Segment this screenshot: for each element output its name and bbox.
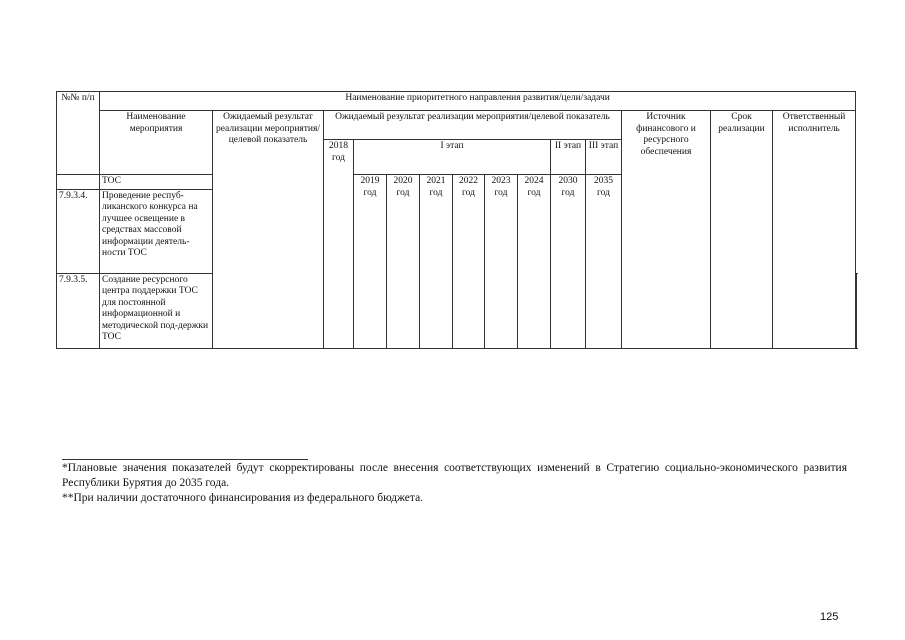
funding-source-header: Источник финансового и ресурсного обеспечения xyxy=(622,111,711,349)
plan-table xyxy=(56,91,857,349)
page-number: 125 xyxy=(820,611,839,623)
num-column-header: №№ п/п xyxy=(57,92,100,175)
stage-2-header: II этап xyxy=(551,140,586,175)
year-2035-header: 2035 год xyxy=(586,175,622,349)
direction-title-header: Наименование приоритетного направления развития/цели/задачи xyxy=(100,92,856,111)
year-2022-header: 2022 год xyxy=(453,175,485,349)
year-2023-header: 2023 год xyxy=(485,175,518,349)
year-2018-header: 2018 год xyxy=(324,140,354,349)
year-2030-header: 2030 год xyxy=(551,175,586,349)
stage-3-header: III этап xyxy=(586,140,622,175)
year-2024-header: 2024 год xyxy=(518,175,551,349)
row-num-cell: 7.9.3.4. xyxy=(57,189,100,273)
footnote-2: **При наличии достаточного финансирования из федерального бюджета. xyxy=(62,492,424,504)
footnote-separator xyxy=(62,459,308,460)
event-name-cell: Проведение респуб-ликанского конкурса на лучшее освещение в средствах массовой информации деятель-ности ТОС xyxy=(100,189,213,273)
deadline-header: Срок реализации xyxy=(711,111,773,349)
year-2020-header: 2020 год xyxy=(387,175,420,349)
row-num-cell xyxy=(57,175,100,190)
responsible-header: Ответственный исполнитель xyxy=(773,111,856,349)
event-name-header: Наименование мероприятия xyxy=(100,111,213,175)
stage-1-header: I этап xyxy=(354,140,551,175)
event-name-cell: ТОС xyxy=(100,175,213,190)
expected-result-group-header: Ожидаемый результат реализации мероприятия/целевой показатель xyxy=(324,111,622,140)
footnote-1: *Плановые значения показателей будут скорректированы после внесения соответствующих изменений в Стратегию социально-экономического развития Республики Бурятия до 2035 года. xyxy=(62,462,847,489)
event-name-cell: Создание ресурсного центра поддержки ТОС для постоянной информационной и методической под-держки ТОС xyxy=(100,273,213,348)
year-2019-header: 2019 год xyxy=(354,175,387,349)
year-2021-header: 2021 год xyxy=(420,175,453,349)
expected-result-header: Ожидаемый результат реализации мероприятия/целевой показатель xyxy=(213,111,324,349)
row-num-cell: 7.9.3.5. xyxy=(57,273,100,348)
